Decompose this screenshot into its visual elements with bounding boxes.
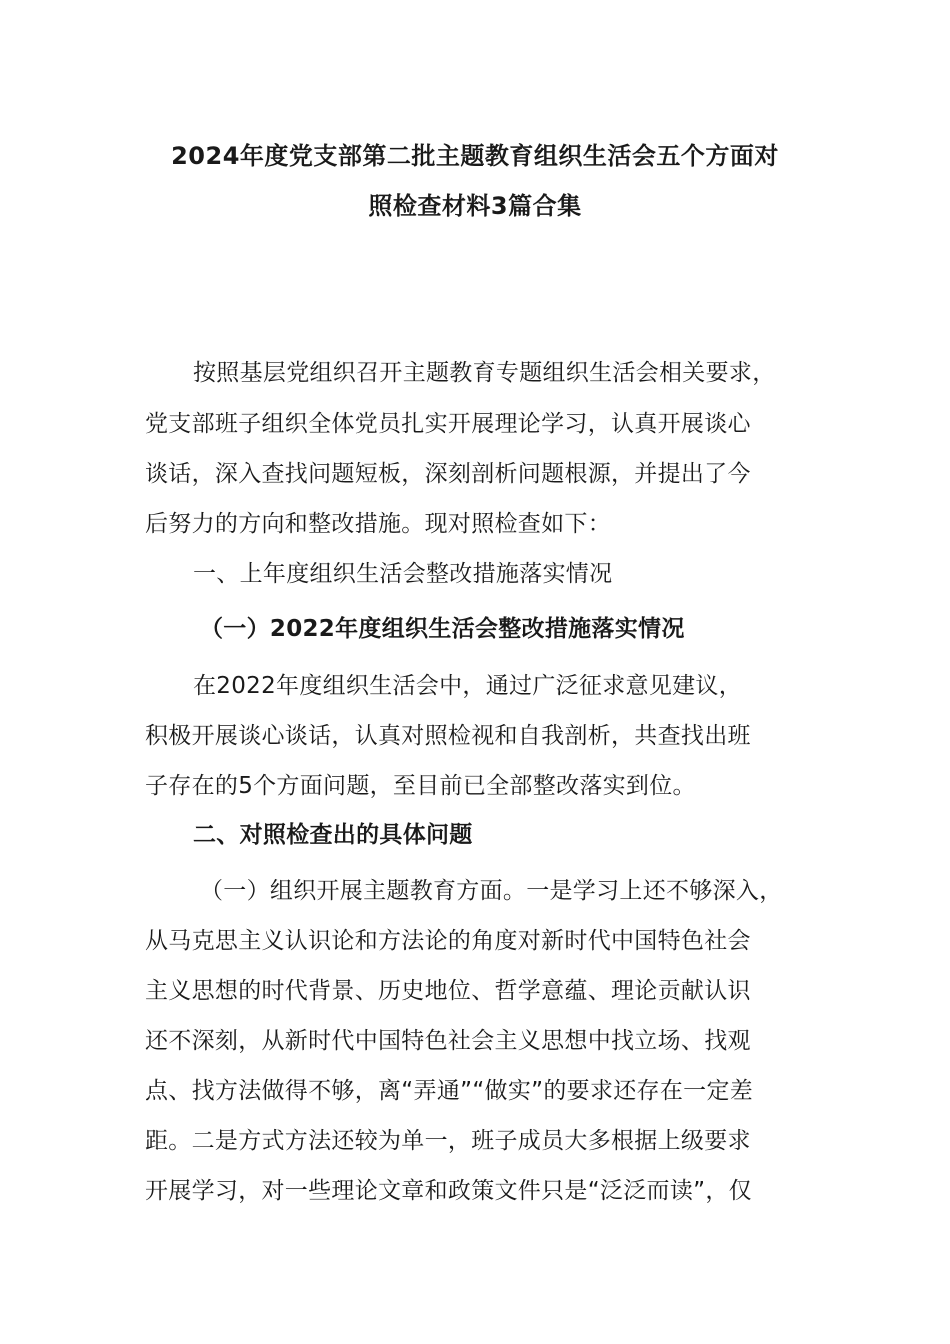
paragraph-line: 按照基层党组织召开主题教育专题组织生活会相关要求， (193, 360, 776, 386)
document-title-line-2: 照检查材料3篇合集 (368, 192, 582, 220)
paragraph-line: 谈话，深入查找问题短板，深刻剖析问题根源，并提出了今 (145, 461, 751, 487)
subsection-heading-1-1: （一）2022年度组织生活会整改措施落实情况 (200, 616, 685, 642)
paragraph-line: 从马克思主义认识论和方法论的角度对新时代中国特色社会 (145, 928, 751, 954)
paragraph-line: 开展学习，对一些理论文章和政策文件只是“泛泛而读”，仅 (145, 1178, 752, 1204)
paragraph-line: 子存在的5个方面问题，至目前已全部整改落实到位。 (145, 773, 696, 799)
document-title-line-1: 2024年度党支部第二批主题教育组织生活会五个方面对 (171, 142, 779, 170)
paragraph-line: 还不深刻，从新时代中国特色社会主义思想中找立场、找观 (145, 1028, 751, 1054)
section-heading-2: 二、对照检查出的具体问题 (193, 822, 473, 848)
section-heading-1: 一、上年度组织生活会整改措施落实情况 (193, 561, 613, 587)
paragraph-line: 点、找方法做得不够，离“弄通”“做实”的要求还存在一定差 (145, 1078, 754, 1104)
paragraph-line: 积极开展谈心谈话，认真对照检视和自我剖析，共查找出班 (145, 723, 751, 749)
paragraph-line: （一）组织开展主题教育方面。一是学习上还不够深入， (200, 878, 783, 904)
paragraph-line: 主义思想的时代背景、历史地位、哲学意蕴、理论贡献认识 (145, 978, 751, 1004)
paragraph-line: 距。二是方式方法还较为单一，班子成员大多根据上级要求 (145, 1128, 751, 1154)
paragraph-line: 在2022年度组织生活会中，通过广泛征求意见建议， (193, 673, 743, 699)
paragraph-line: 后努力的方向和整改措施。现对照检查如下： (145, 511, 611, 537)
paragraph-line: 党支部班子组织全体党员扎实开展理论学习，认真开展谈心 (145, 411, 751, 437)
